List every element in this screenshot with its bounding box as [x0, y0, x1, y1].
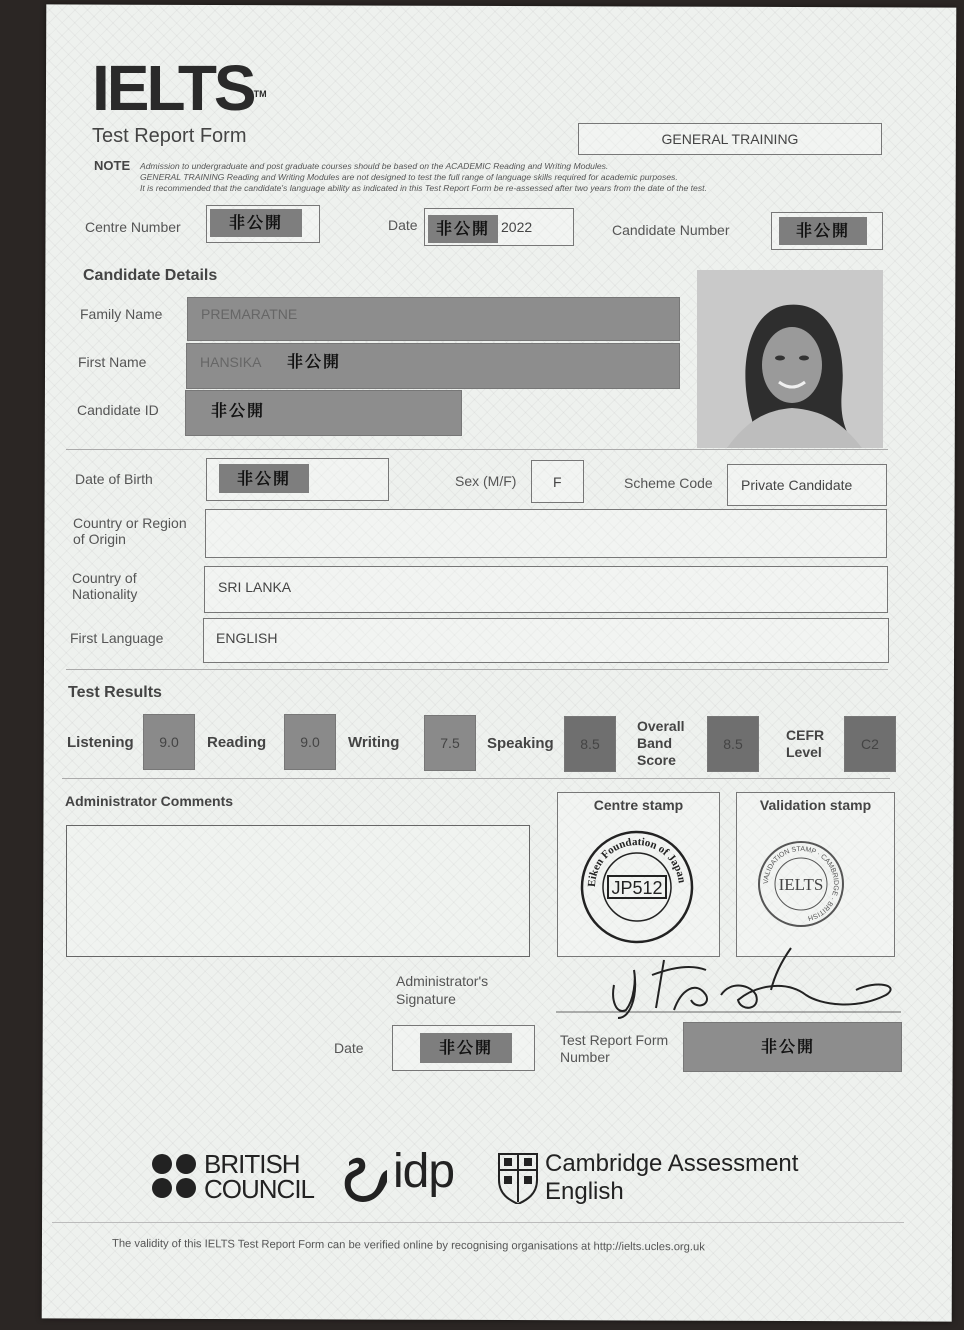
nationality-label-2: Nationality	[72, 586, 138, 602]
speaking-label: Speaking	[487, 735, 554, 752]
scheme-code-value: Private Candidate	[741, 477, 853, 493]
ielts-logo	[92, 52, 267, 124]
first-language-label: First Language	[70, 630, 164, 646]
centre-number-label: Centre Number	[85, 219, 181, 235]
first-name-label: First Name	[78, 354, 147, 370]
cambridge-line-2: English	[545, 1178, 624, 1205]
validation-stamp-text: IELTS	[778, 875, 824, 894]
nationality-value: SRI LANKA	[218, 579, 292, 595]
british-council-dots-icon	[150, 1152, 200, 1202]
reading-label: Reading	[207, 734, 267, 751]
face	[762, 327, 822, 403]
dob-value: 非公開	[219, 464, 309, 493]
candidate-photo	[697, 270, 883, 448]
cefr-level: C2	[844, 716, 896, 772]
candidate-number-label: Candidate Number	[612, 222, 730, 238]
trf-label-1: Test Report Form	[560, 1032, 669, 1048]
ielts-logo-text: IELTS	[92, 52, 254, 124]
overall-label-2: Band	[637, 735, 672, 751]
validation-stamp-label: Validation stamp	[759, 797, 872, 813]
first-name-value: HANSIKA	[200, 354, 262, 370]
overall-label-1: Overall	[637, 718, 685, 734]
note-text	[140, 161, 820, 194]
sex-label: Sex (M/F)	[455, 473, 517, 489]
validity-note: The validity of this IELTS Test Report Form can be verified online by recognising organisations at http://ielts.ucles.org.uk	[111, 1237, 705, 1254]
divider	[52, 1222, 904, 1223]
module-box	[578, 123, 882, 155]
signature-label	[396, 972, 488, 1008]
cambridge-shield-icon	[497, 1152, 539, 1204]
test-date-masked: 非公開	[428, 215, 498, 243]
overall-label-3: Score	[637, 752, 676, 768]
listening-label: Listening	[67, 734, 134, 751]
writing-score: 7.5	[424, 715, 476, 771]
centre-stamp-ring-text: Eiken Foundation of Japan	[585, 835, 688, 888]
country-origin-box	[205, 509, 887, 558]
note-line-1: Admission to undergraduate and post graduate courses should be based on the ACADEMIC Reading and Writing Modules.	[140, 161, 609, 171]
admin-comments-label: Administrator Comments	[65, 793, 234, 809]
cefr-label-2: Level	[786, 744, 822, 760]
trf-label-2: Number	[560, 1049, 610, 1065]
admin-comments-box	[66, 825, 530, 957]
note-label: NOTE	[94, 158, 131, 173]
dob-label: Date of Birth	[75, 471, 153, 487]
sex-value: F	[553, 474, 562, 490]
note-line-3: It is recommended that the candidate's language ability as indicated in this Test Report Form be re-assessed after two years from the date of the test.	[140, 183, 707, 193]
divider	[62, 778, 890, 779]
first-language-box	[203, 618, 889, 663]
centre-stamp	[580, 830, 694, 944]
nationality-label-1: Country of	[72, 570, 137, 586]
validation-stamp	[757, 840, 845, 928]
cambridge-line-1: Cambridge Assessment	[545, 1150, 799, 1177]
listening-score: 9.0	[143, 714, 195, 770]
centre-number-value: 非公開	[210, 209, 302, 237]
country-origin-label-2: of Origin	[73, 531, 126, 547]
overall-band-label	[637, 718, 684, 769]
test-report-form	[42, 4, 957, 1321]
candidate-id-label: Candidate ID	[77, 402, 159, 418]
family-name-value: PREMARATNE	[201, 306, 298, 322]
candidate-details-title: Candidate Details	[83, 267, 218, 284]
overall-band-score: 8.5	[707, 716, 759, 772]
centre-stamp-label: Centre stamp	[593, 797, 684, 813]
cefr-label-1: CEFR	[786, 727, 825, 743]
divider	[66, 449, 888, 450]
candidate-number-value: 非公開	[779, 217, 867, 245]
nationality-label	[72, 570, 137, 602]
bc-line-2: COUNCIL	[204, 1174, 315, 1204]
date-label-top: Date	[388, 217, 418, 233]
country-origin-label	[73, 515, 187, 547]
writing-label: Writing	[348, 734, 400, 751]
speaking-score: 8.5	[564, 716, 616, 772]
country-origin-label-1: Country or Region	[73, 515, 187, 531]
scheme-code-label: Scheme Code	[624, 475, 713, 491]
first-name-masked: 非公開	[272, 347, 356, 377]
nationality-box	[204, 566, 888, 613]
candidate-id-value: 非公開	[192, 396, 284, 426]
centre-stamp-code: JP512	[611, 878, 663, 898]
form-title: Test Report Form	[92, 125, 247, 147]
administrator-signature	[556, 940, 901, 1020]
admin-date-label: Date	[334, 1040, 364, 1056]
idp-swirl-icon	[343, 1152, 391, 1204]
family-name-label: Family Name	[80, 306, 163, 322]
trf-number-label	[560, 1032, 668, 1066]
divider	[66, 669, 888, 670]
signature-label-2: Signature	[396, 991, 456, 1007]
first-language-value: ENGLISH	[216, 630, 278, 646]
validation-stamp-ring-text: VALIDATION STAMP · CAMBRIDGE · BRITISH	[762, 845, 840, 922]
trf-number-value: 非公開	[700, 1031, 876, 1063]
idp-text: idp	[393, 1145, 455, 1198]
signature-label-1: Administrator's	[396, 973, 489, 989]
cefr-label	[786, 727, 824, 761]
module-value: GENERAL TRAINING	[661, 131, 799, 147]
test-results-title: Test Results	[68, 684, 162, 701]
note-line-2: GENERAL TRAINING Reading and Writing Modules are not designed to test the full range of language skills required for academic purposes.	[140, 172, 678, 182]
reading-score: 9.0	[284, 714, 336, 770]
bc-line-1: BRITISH	[204, 1149, 300, 1179]
trademark: TM	[253, 89, 267, 99]
admin-date-value: 非公開	[420, 1033, 512, 1063]
test-date-year: 2022	[501, 219, 533, 235]
